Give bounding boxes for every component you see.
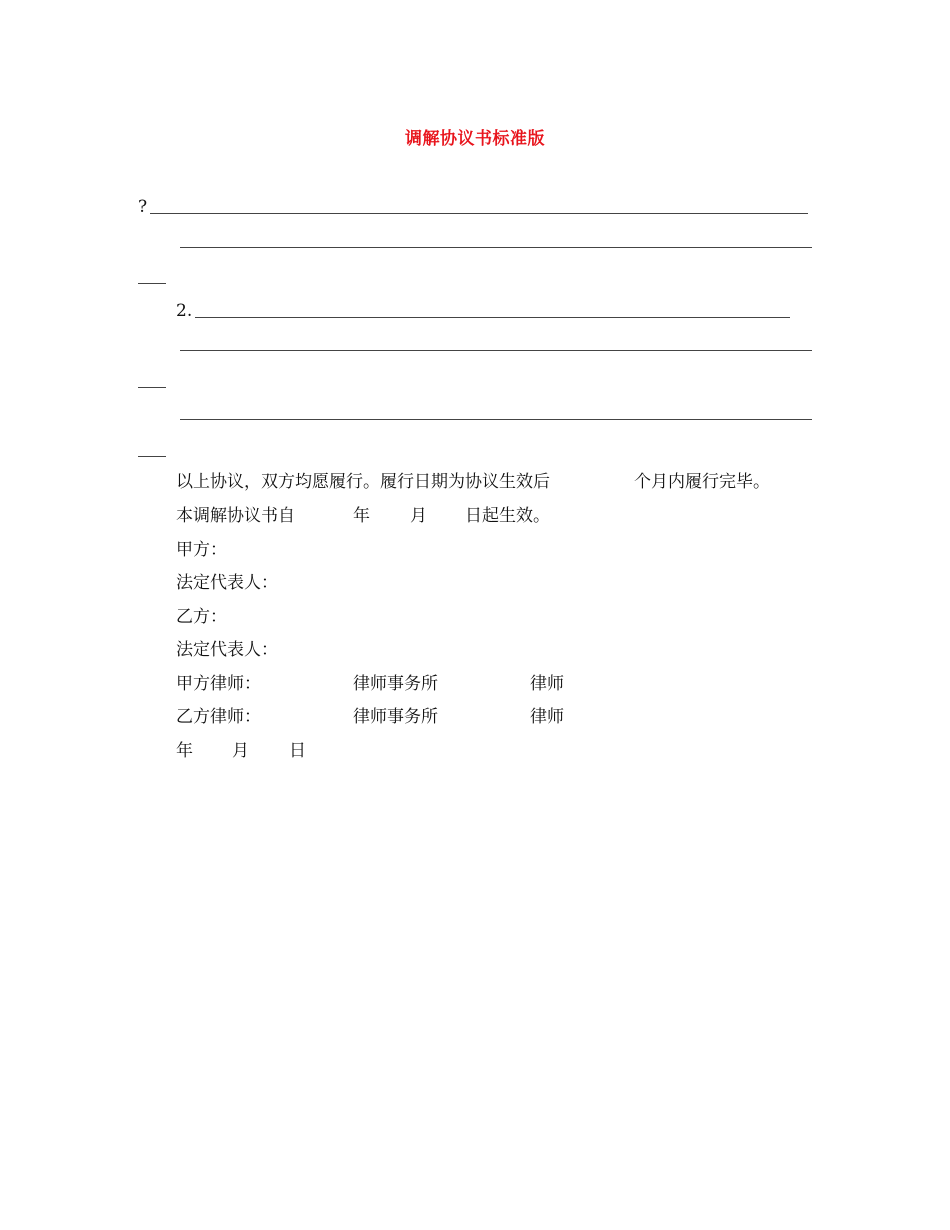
clause-1-blank-line[interactable]: [150, 213, 808, 214]
document-title: 调解协议书标准版: [405, 129, 545, 149]
signing-day-label: 日: [289, 741, 306, 761]
party-b-law-firm-label: 律师事务所: [353, 707, 438, 727]
party-a-lawyer-name-label: 律师: [530, 674, 564, 694]
clause-2-marker: 2.: [176, 301, 193, 321]
clause-2-blank-line-end-2: [138, 456, 166, 457]
party-a-lawyer-label: 甲方律师：: [176, 674, 261, 694]
signing-month-label: 月: [232, 741, 249, 761]
fulfillment-text-end: 个月内履行完毕。: [634, 472, 770, 492]
clause-2-blank-line[interactable]: [195, 317, 790, 318]
party-b-legal-rep-label: 法定代表人：: [176, 640, 278, 660]
clause-2-blank-line-3[interactable]: [180, 419, 812, 420]
fulfillment-text: 以上协议，双方均愿履行。履行日期为协议生效后: [176, 472, 550, 492]
party-a-label: 甲方：: [176, 540, 227, 560]
effective-date-suffix: 日起生效。: [465, 506, 550, 526]
party-b-lawyer-label: 乙方律师：: [176, 707, 261, 727]
effective-year-label: 年: [353, 506, 370, 526]
party-b-label: 乙方：: [176, 607, 227, 627]
party-a-legal-rep-label: 法定代表人：: [176, 573, 278, 593]
clause-1-marker: ?: [138, 197, 148, 217]
effective-month-label: 月: [410, 506, 427, 526]
party-a-law-firm-label: 律师事务所: [353, 674, 438, 694]
clause-2-blank-line-end: [138, 387, 166, 388]
clause-2-blank-line-2[interactable]: [180, 350, 812, 351]
signing-year-label: 年: [176, 741, 193, 761]
effective-date-prefix: 本调解协议书自: [176, 506, 295, 526]
clause-1-blank-line-2[interactable]: [180, 247, 812, 248]
clause-1-blank-line-end: [138, 283, 166, 284]
party-b-lawyer-name-label: 律师: [530, 707, 564, 727]
